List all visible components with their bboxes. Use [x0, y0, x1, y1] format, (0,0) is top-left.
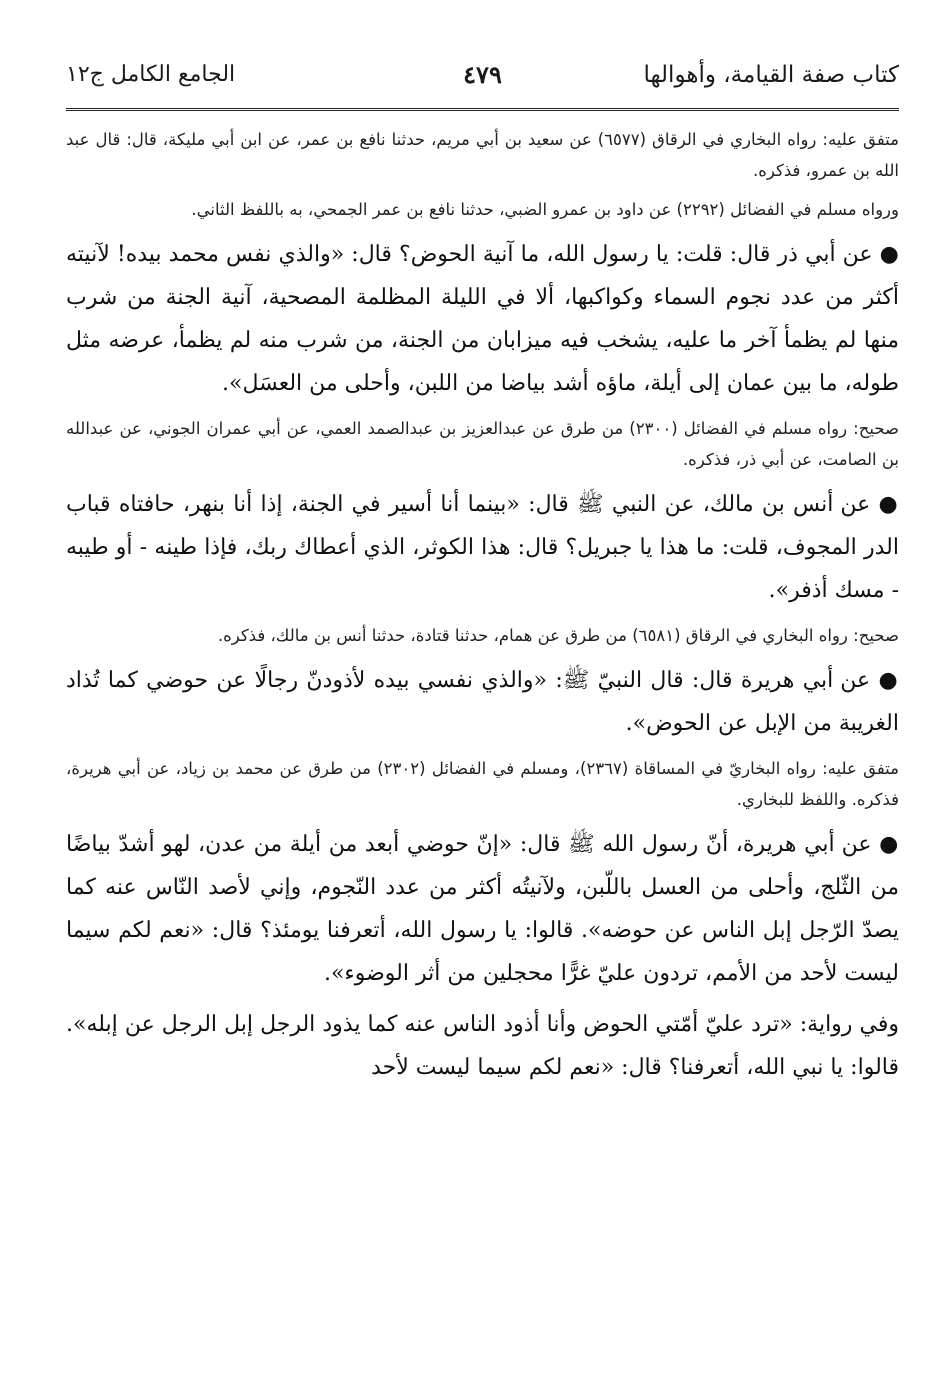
hadith-paragraph	[66, 659, 899, 745]
hadith-text: عن أبي هريرة، أنّ رسول الله ﷺ قال: «إنّ حوضي أبعد من أيلة من عدن، لهو أشدّ بياضًا من الثّلج، وأحلى من العسل باللّبن، ولآنيتُه أكثر من عدد النّجوم، وإني لأصد النّاس عنه كما يصدّ الرّجل إبل الناس عن حوضه». قالوا: يا رسول الله، أتعرفنا يومئذ؟ قال: «نعم لكم سيما ليست لأحد من الأمم، تردون عليّ غرًّا محجلين من أثر الوضوء».	[66, 832, 899, 986]
hadith-text: عن أبي هريرة قال: قال النبيّ ﷺ: «والذي نفسي بيده لأذودنّ رجالًا عن حوضي كما تُذاد الغريبة من الإبل عن الحوض».	[66, 668, 899, 736]
bullet-icon: ●	[879, 242, 900, 267]
bullet-icon: ●	[878, 492, 900, 517]
takhrij-note: ورواه مسلم في الفضائل (٢٢٩٢) عن داود بن عمرو الضبي، حدثنا نافع بن عمر الجمحي، به باللفظ الثاني.	[191, 200, 899, 219]
hadith-paragraph	[66, 823, 899, 995]
book-page	[66, 0, 899, 1380]
book-title: الجامع الكامل ج١٢	[66, 62, 236, 87]
page-header	[66, 56, 899, 96]
hadith-paragraph	[66, 483, 899, 612]
takhrij-note: صحيح: رواه مسلم في الفضائل (٢٣٠٠) من طرق عن عبدالعزيز بن عبدالصمد العمي، عن أبي عمران الجوني، عن عبدالله بن الصامت، عن أبي ذر، فذكره.	[66, 419, 899, 469]
chapter-title: كتاب صفة القيامة، وأهوالها	[643, 62, 899, 88]
page-body	[66, 124, 899, 1097]
page-number: ٤٧٩	[463, 60, 502, 89]
bullet-icon: ●	[878, 668, 899, 693]
hadith-text: عن أبي ذر قال: قلت: يا رسول الله، ما آنية الحوض؟ قال: «والذي نفس محمد بيده! لآنيته أكثر من عدد نجوم السماء وكواكبها، ألا في الليلة المظلمة المصحية، آنية الجنة من شرب منها لم يظمأ آخر ما عليه، يشخب فيه ميزابان من الجنة، من شرب منه لم يظمأ، عرضه مثل طوله، ما بين عمان إلى أيلة، ماؤه أشد بياضا من اللبن، وأحلى من العسَل».	[66, 242, 899, 396]
takhrij-note: صحيح: رواه البخاري في الرقاق (٦٥٨١) من طرق عن همام، حدثنا قتادة، حدثنا أنس بن مالك، فذكره.	[217, 626, 899, 645]
narration-variant-paragraph	[66, 1003, 899, 1089]
header-divider	[66, 108, 899, 111]
hadith-text: عن أنس بن مالك، عن النبي ﷺ قال: «بينما أنا أسير في الجنة، إذا أنا بنهر، حافتاه قباب الدر المجوف، قلت: ما هذا يا جبريل؟ قال: هذا الكوثر، الذي أعطاك ربك، فإذا طينه - أو طيبه - مسك أذفر».	[66, 492, 899, 603]
takhrij-note: متفق عليه: رواه البخاري في الرقاق (٦٥٧٧) عن سعيد بن أبي مريم، حدثنا نافع بن عمر، عن ابن أبي مليكة، قال: قال عبد الله بن عمرو، فذكره.	[66, 130, 899, 180]
hadith-text: وفي رواية: «ترد عليّ أمّتي الحوض وأنا أذود الناس عنه كما يذود الرجل إبل الرجل عن إبله». قالوا: يا نبي الله، أتعرفنا؟ قال: «نعم لكم سيما ليست لأحد	[66, 1012, 899, 1080]
hadith-paragraph	[66, 233, 899, 405]
bullet-icon: ●	[879, 832, 899, 857]
takhrij-note: متفق عليه: رواه البخاريّ في المساقاة (٢٣٦٧)، ومسلم في الفضائل (٢٣٠٢) من طرق عن محمد بن زياد، عن أبي هريرة، فذكره. واللفظ للبخاري.	[66, 759, 899, 809]
